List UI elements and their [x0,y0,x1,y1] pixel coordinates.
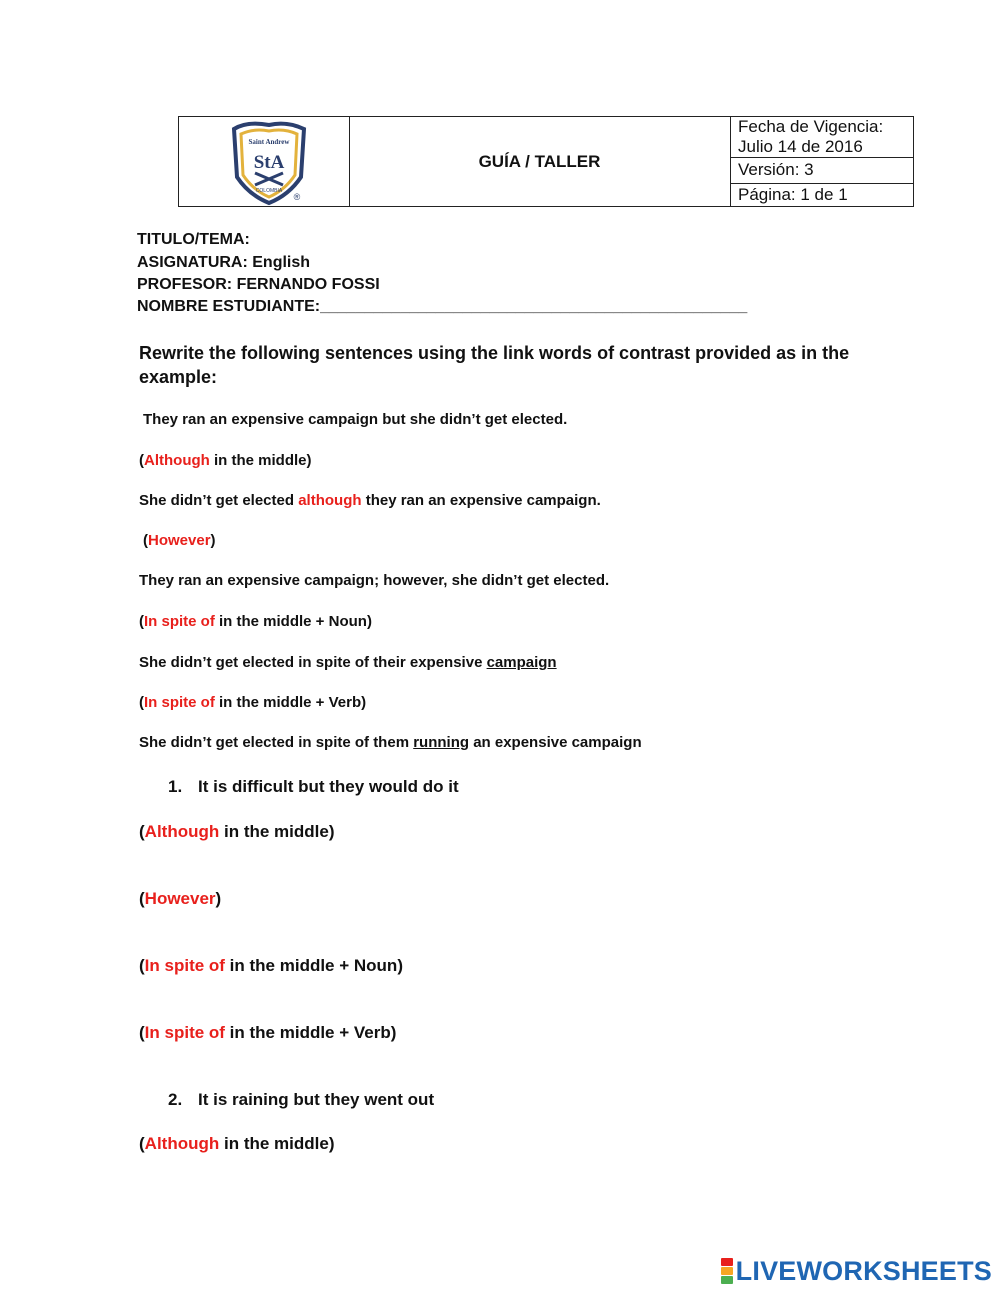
cue-in-spite-verb: (In spite of in the middle + Verb) [139,694,367,711]
example-however-answer: They ran an expensive campaign; however, she didn’t get elected. [139,572,610,589]
teacher-label: PROFESOR: FERNANDO FOSSI [137,276,380,293]
answer-cue-although[interactable]: (Although in the middle) [139,822,335,841]
cue-in-spite-noun: (In spite of in the middle + Noun) [139,613,372,630]
subject-label: ASIGNATURA: English [137,254,311,271]
school-crest-logo [179,117,349,206]
answer-cue-in-spite-verb[interactable]: (In spite of in the middle + Verb) [139,1023,397,1042]
answer-cue-although[interactable]: (Although in the middle) [139,1134,335,1153]
example-noun-answer: She didn’t get elected in spite of their expensive campaign [139,654,557,671]
svg-text:Saint Andrew: Saint Andrew [248,138,290,146]
doc-type-title: GUÍA / TALLER [349,117,731,206]
logo-cell [179,117,350,206]
answer-cue-however[interactable]: (However) [139,889,222,908]
header-table [178,116,914,207]
page-label: Página: 1 de 1 [738,185,848,204]
svg-text:®: ® [293,192,301,202]
brand-text: LIVEWORKSHEETS [735,1255,992,1286]
cue-although: (Although in the middle) [139,452,312,469]
exercise-item: 1. It is difficult but they would do it [168,777,459,796]
instruction-text: Rewrite the following sentences using the link words of contrast provided as in the example: [139,343,850,387]
liveworksheets-logo [721,1256,992,1286]
exercise-item: 2. It is raining but they went out [168,1090,435,1109]
svg-text:StA: StA [253,152,285,173]
version-label: Versión: 3 [730,158,913,184]
example-although-answer: She didn’t get elected although they ran an expensive campaign. [139,492,601,509]
validity-date: Fecha de Vigencia: Julio 14 de 2016 [730,117,913,158]
topic-label: TITULO/TEMA: [137,231,250,248]
svg-text:COLOMBIA: COLOMBIA [255,188,283,194]
student-name-field[interactable]: NOMBRE ESTUDIANTE:________________________________________________ [137,298,748,315]
example-sentence: They ran an expensive campaign but she didn’t get elected. [143,411,568,428]
answer-cue-in-spite-noun[interactable]: (In spite of in the middle + Noun) [139,956,403,975]
cue-however: (However) [143,532,216,549]
brand-blocks-icon [721,1258,733,1285]
example-verb-answer: She didn’t get elected in spite of them running an expensive campaign [139,734,642,751]
